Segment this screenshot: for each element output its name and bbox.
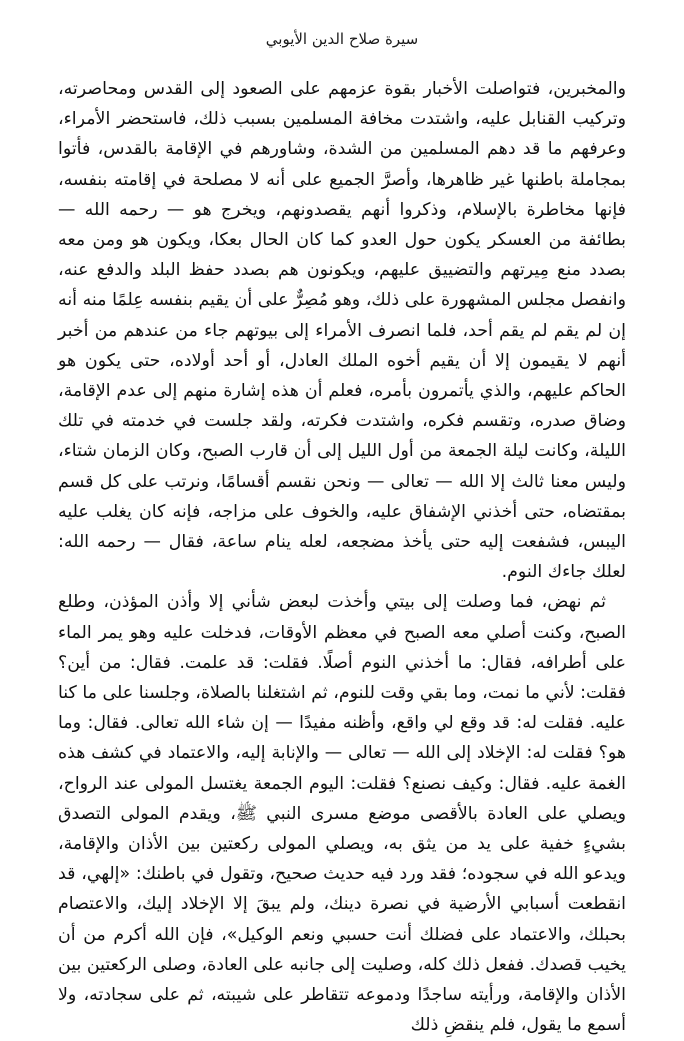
paragraph-2: ثم نهض، فما وصلت إلى بيتي وأخذت لبعض شأني إلا وأذن المؤذن، وطلع الصبح، وكنت أصلي معه الصبح في معظم الأوقات، فدخلت عليه وهو يمر الماء على أطرافه، فقال: ما أخذني النوم أصلًا. فقلت: قد علمت. فقال: من أين؟ فقلت: لأني ما نمت، وما بقي وقت للنوم، ثم اشتغلنا بالصلاة، وجلسنا على ما كنا عليه. فقلت له: قد وقع لي واقع، وأظنه مفيدًا — إن شاء الله تعالى. فقال: وما هو؟ فقلت له: الإخلاد إلى الله — تعالى — والإنابة إليه، والاعتماد في كشف هذه الغمة عليه. فقال: وكيف نصنع؟ فقلت: اليوم الجمعة يغتسل المولى عند الرواح، ويصلي على العادة بالأقصى موضع مسرى النبي ﷺ، ويقدم المولى التصدق بشيءٍ خفية على يد من يثق به، ويصلي المولى ركعتين بين الأذان والإقامة، ويدعو الله في سجوده؛ فقد ورد فيه حديث صحيح، وتقول في باطنك: «إلهي، قد انقطعت أسبابي الأرضية في نصرة دينك، ولم يبقَ إلا الإخلاد إليك، والاعتصام بحبلك، والاعتماد على فضلك أنت حسبي ونعم الوكيل»، فإن الله أكرم من أن يخيب قصدك. ففعل ذلك كله، وصليت إلى جانبه على العادة، وصلى الركعتين بين الأذان والإقامة، ورأيته ساجدًا ودموعه تتقاطر على شيبته، ثم على سجادته، ولا أسمع ما يقول، فلم ينقضِ ذلك [58,592,626,1036]
body-text [58,74,626,1041]
running-header: سيرة صلاح الدين الأيوبي [265,30,419,48]
paragraph-1: والمخبرين، فتواصلت الأخبار بقوة عزمهم على الصعود إلى القدس ومحاصرته، وتركيب القنابل عليه، واشتدت مخافة المسلمين بسبب ذلك، فاستحضر الأمراء، وعرفهم ما قد دهم المسلمين من الشدة، وشاورهم في الإقامة بالقدس، فأتوا بمجاملة باطنها غير ظاهرها، وأصرَّ الجميع على أنه لا مصلحة في إقامته بنفسه، فإنها مخاطرة بالإسلام، وذكروا أنهم يقصدونهم، ويخرج هو — رحمه الله — بطائفة من العسكر يكون حول العدو كما كان الحال بعكا، ويكون هو ومن معه بصدد منع مِيرتهم والتضييق عليهم، ويكونون هم بصدد حفظ البلد والدفع عنه، وانفصل مجلس المشهورة على ذلك، وهو مُصِرٌّ على أن يقيم بنفسه عِلمًا منه أنه إن لم يقم لم يقم أحد، فلما انصرف الأمراء إلى بيوتهم جاء من عندهم من أخبر أنهم لا يقيمون إلا أن يقيم أخوه الملك العادل، أو أحد أولاده، حتى يكون هو الحاكم عليهم، والذي يأتمرون بأمره، فعلم أن هذه إشارة منهم إلى عدم الإقامة، وضاق صدره، وتقسم فكره، واشتدت فكرته، ولقد جلست في خدمته في تلك الليلة، وكانت ليلة الجمعة من أول الليل إلى أن قارب الصبح، وكان الزمان شتاء، وليس معنا ثالث إلا الله — تعالى — ونحن نقسم أقسامًا، ونرتب على كل قسم بمقتضاه، حتى أخذني الإشفاق عليه، والخوف على مزاجه، فإنه كان يغلب عليه اليبس، فشفعت إليه حتى يأخذ مضجعه، لعله ينام ساعة، فقال — رحمه الله: لعلك جاءك النوم. [58,79,626,583]
